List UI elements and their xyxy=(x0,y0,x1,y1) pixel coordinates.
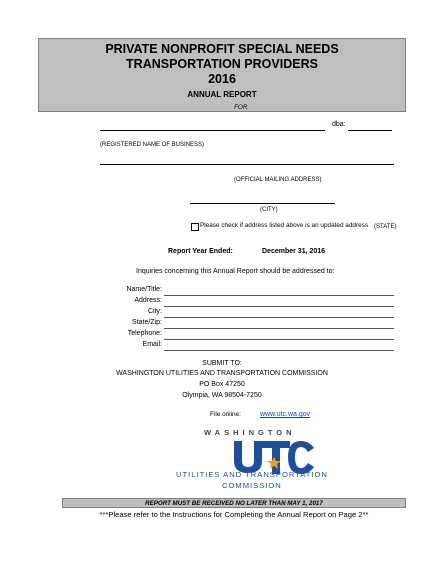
city-field[interactable] xyxy=(190,203,335,204)
field-label-address: Address: xyxy=(134,297,162,304)
telephone-input[interactable] xyxy=(164,339,394,340)
city-label: (CITY) xyxy=(260,207,278,213)
deadline-banner: REPORT MUST BE RECEIVED NO LATER THAN MAY 1, 2017 xyxy=(62,498,406,508)
submit-org: WASHINGTON UTILITIES AND TRANSPORTATION COMMISSION xyxy=(116,370,328,377)
registered-name-label: (REGISTERED NAME OF BUSINESS) xyxy=(100,142,205,148)
email-input[interactable] xyxy=(164,350,394,351)
report-year-value: December 31, 2016 xyxy=(262,248,326,255)
header-title-line1: PRIVATE NONPROFIT SPECIAL NEEDS xyxy=(105,42,339,56)
inquiries-text: Inquiries concerning this Annual Report should be addressed to: xyxy=(136,268,335,275)
mailing-address-field[interactable] xyxy=(100,164,394,165)
address-input[interactable] xyxy=(164,306,394,307)
report-year-label: Report Year Ended: xyxy=(168,248,233,255)
mailing-address-label: (OFFICIAL MAILING ADDRESS) xyxy=(234,177,322,183)
report-header xyxy=(38,38,406,112)
business-name-field[interactable] xyxy=(100,130,325,131)
header-subtitle: ANNUAL REPORT xyxy=(187,90,257,99)
field-label-state-zip: State/Zip: xyxy=(132,319,162,326)
header-title-line2: TRANSPORTATION PROVIDERS xyxy=(126,57,318,71)
state-label: (STATE) xyxy=(374,224,397,230)
logo-top-text: WASHINGTON xyxy=(204,428,296,437)
name-title-input[interactable] xyxy=(164,295,394,296)
updated-address-checkbox[interactable] xyxy=(191,223,199,231)
dba-field[interactable] xyxy=(348,130,392,131)
city-input[interactable] xyxy=(164,317,394,318)
field-label-name: Name/Title: xyxy=(126,286,162,293)
submit-city: Olympia, WA 98504-7250 xyxy=(182,392,262,399)
submit-heading: SUBMIT TO: xyxy=(202,360,242,367)
for-label: FOR xyxy=(234,104,248,111)
file-online-label: File online: xyxy=(210,411,241,418)
dba-label: dba: xyxy=(332,121,346,128)
utc-website-link[interactable]: www.utc.wa.gov xyxy=(260,411,311,418)
instructions-note: ***Please refer to the Instructions for Completing the Annual Report on Page 2** xyxy=(99,510,369,519)
field-label-city: City: xyxy=(148,308,162,315)
logo-line1: UTILITIES AND TRANSPORTATION xyxy=(176,470,328,479)
logo-line2: COMMISSION xyxy=(222,481,282,490)
submit-po-box: PO Box 47250 xyxy=(199,381,245,388)
field-label-email: Email: xyxy=(142,341,162,348)
field-label-telephone: Telephone: xyxy=(127,330,162,337)
annual-report-form xyxy=(38,38,406,538)
state-zip-input[interactable] xyxy=(164,328,394,329)
checkbox-label: Please check if address listed above is an updated address xyxy=(200,222,369,229)
header-year: 2016 xyxy=(208,72,236,86)
